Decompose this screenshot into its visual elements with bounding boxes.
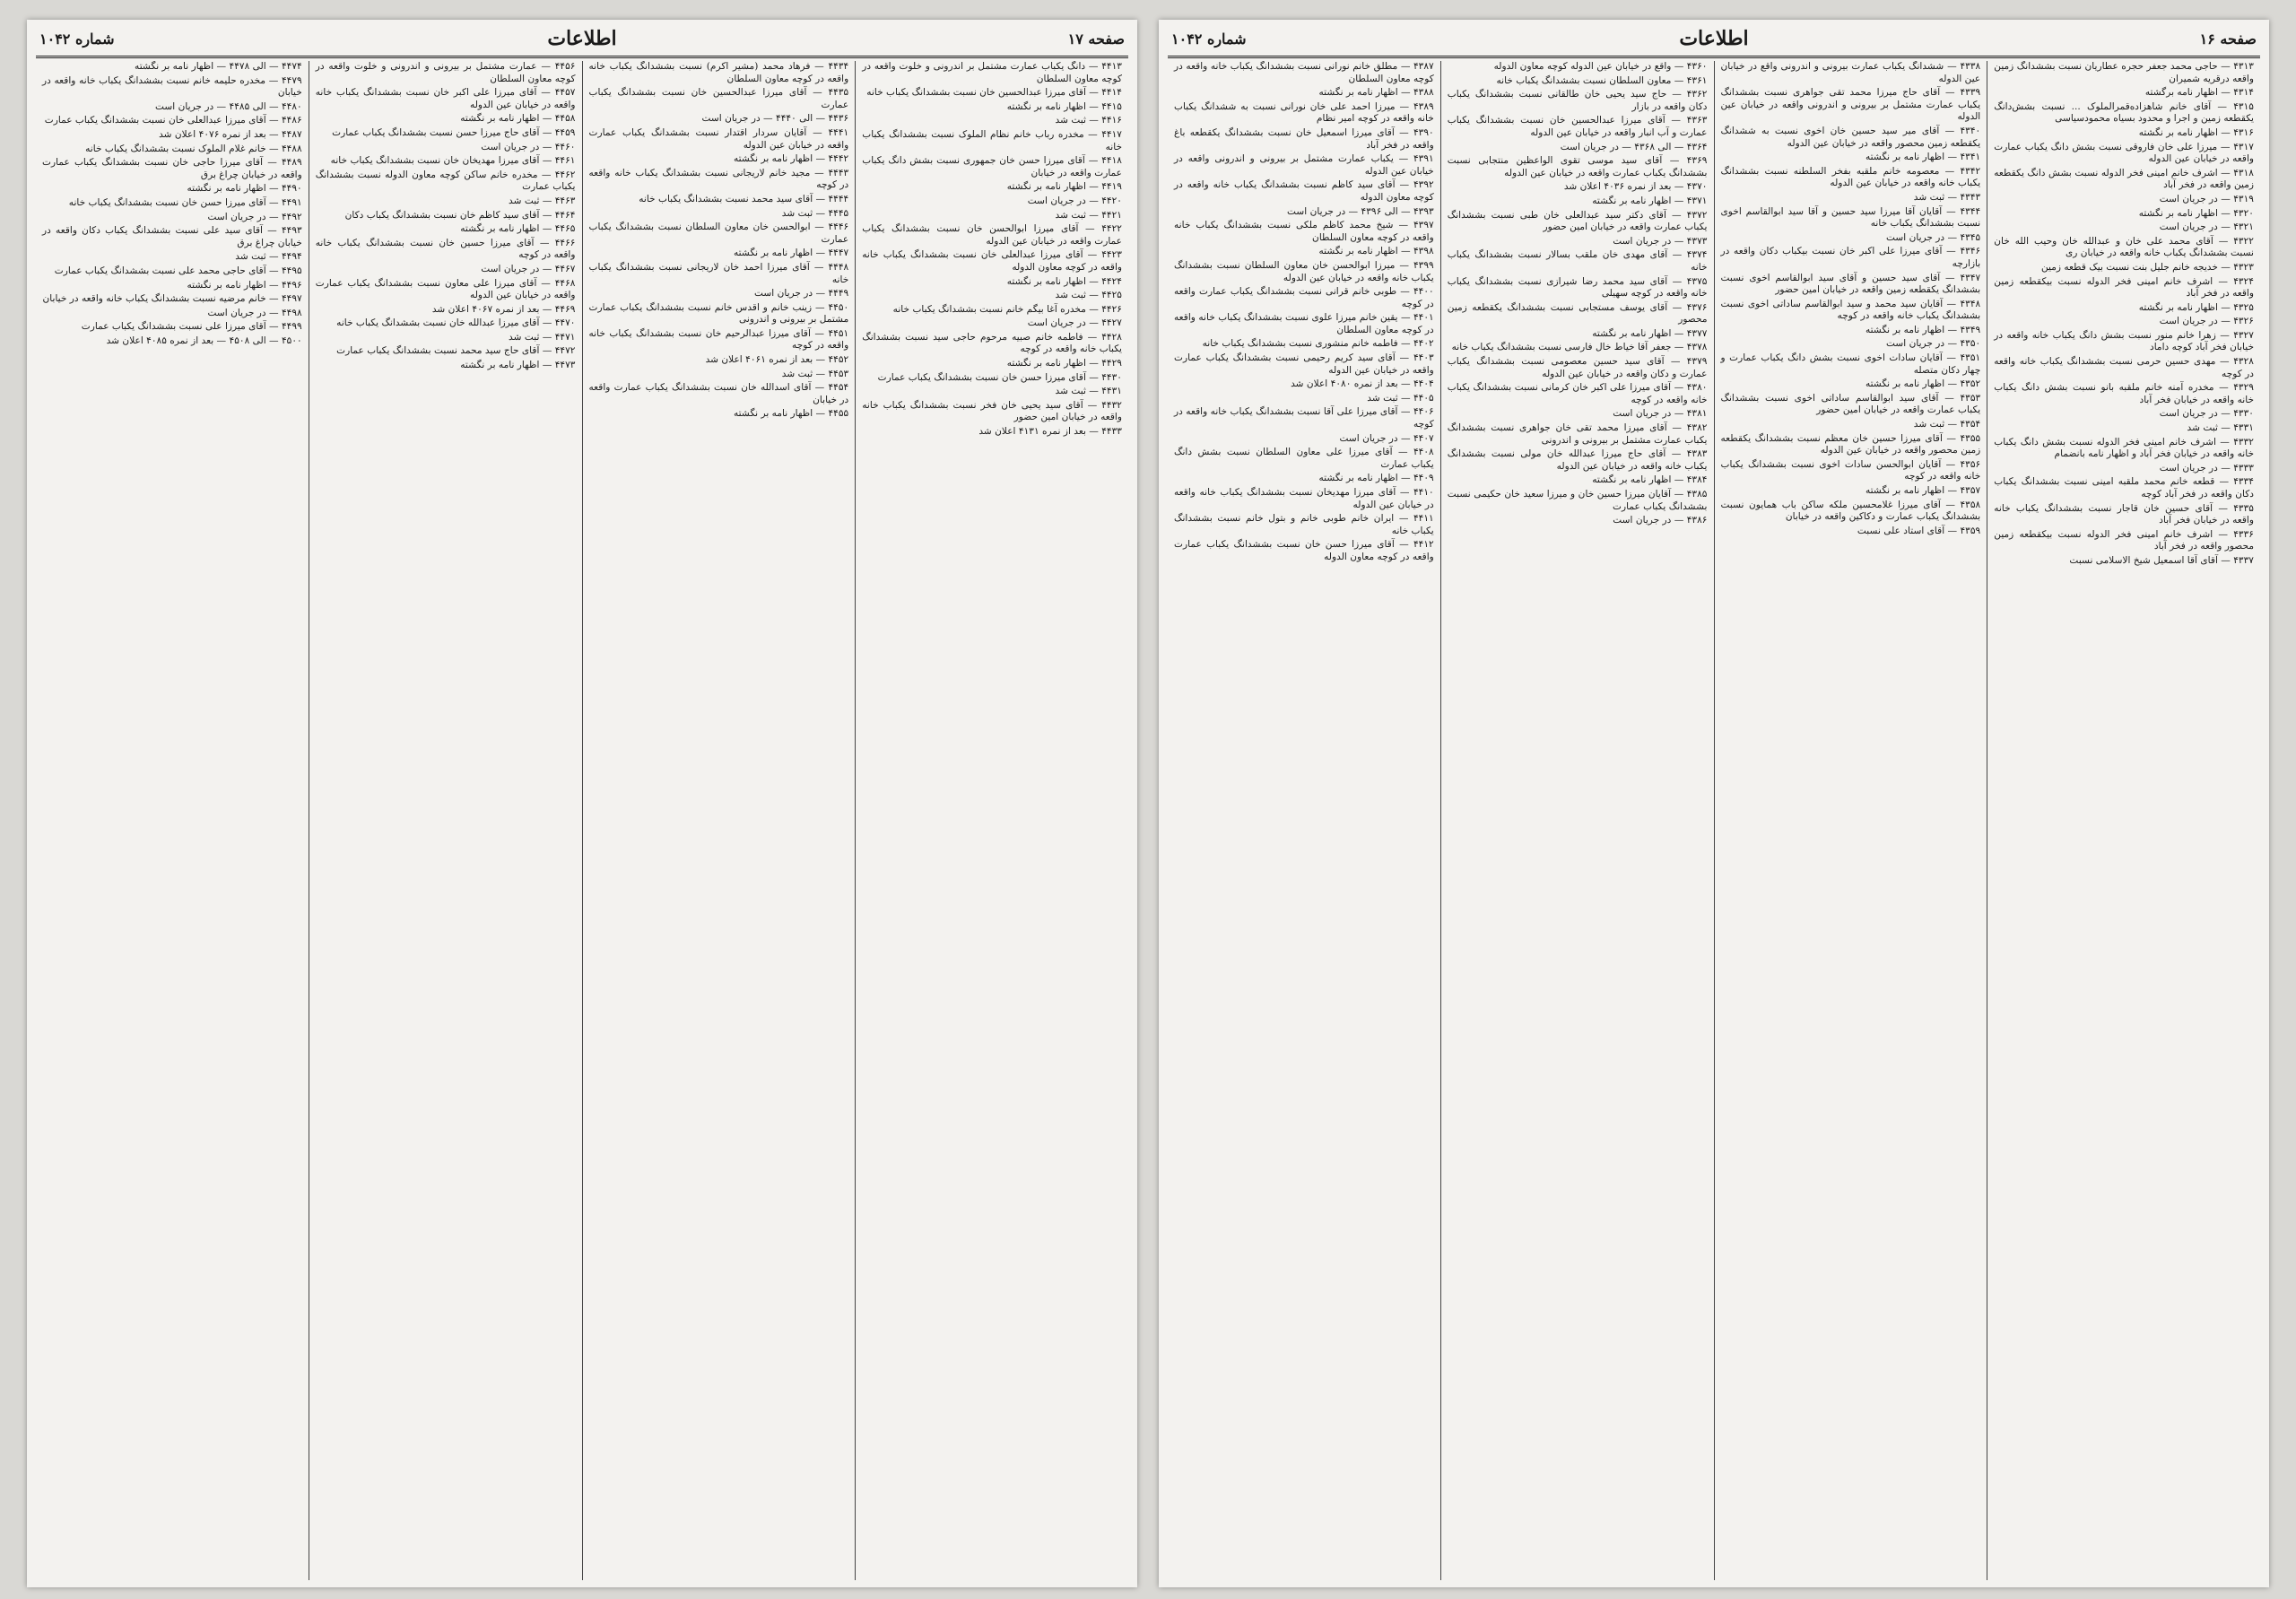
registration-entry: ۴۳۲۳ — خدیجه خانم جلیل بنت نسبت بیک قطعه زمین	[2040, 261, 2254, 273]
registration-entry: ۴۴۵۷ — آقای میرزا علی اکبر خان نسبت بششدانگ یکباب خانه واقعه در خیابان عین الدوله	[315, 87, 576, 110]
registration-entry: ۴۳۵۹ — آقای استاد علی نسبت	[1857, 525, 1981, 536]
registration-entry: ۴۳۴۳ — ثبت شد	[1913, 191, 1981, 203]
registration-entry: ۴۴۳۴ — فرهاد محمد (مشیر اکرم) نسبت بششدانگ یکباب خانه واقعه در کوچه معاون السلطان	[588, 61, 849, 84]
registration-entry: ۴۴۴۵ — ثبت شد	[781, 207, 849, 219]
registration-entry: ۴۴۹۹ — آقای میرزا علی نسبت بششدانگ یکباب عمارت	[81, 321, 302, 333]
registration-entry: ۴۴۱۵ — اظهار نامه بر نگشته	[1006, 100, 1122, 112]
page-columns	[1168, 61, 2260, 1580]
registration-entry: ۴۴۴۸ — آقای میرزا احمد خان لاریجانی نسبت بششدانگ یکباب خانه	[588, 261, 849, 285]
registration-entry: ۴۳۳۹ — آقای حاج میرزا محمد تقی جواهری نسبت بششدانگ یکباب عمارت مشتمل بر بیرونی و اندرونی واقعه در خیابان عین الدوله	[1720, 87, 1981, 123]
registration-entry: ۴۳۹۱ — یکباب عمارت مشتمل بر بیرونی و اندرونی واقعه در خیابان عین الدوله	[1174, 153, 1434, 177]
registration-entry: ۴۴۳۲ — آقای سید یحیی خان فخر نسبت بششدانگ یکباب خانه واقعه در خیابان امین حضور	[862, 399, 1122, 423]
registration-entry: ۴۴۹۵ — آقای حاجی محمد علی نسبت بششدانگ یکباب عمارت	[54, 265, 302, 276]
registration-entry: ۴۴۲۵ — ثبت شد	[1055, 290, 1122, 301]
registration-entry: ۴۴۵۶ — عمارت مشتمل بر بیرونی و اندرونی و خلوت واقعه در کوچه معاون السلطان	[315, 61, 576, 84]
registration-entry: ۴۳۴۷ — آقای سید حسین و آقای سید ابوالقاسم اخوی نسبت بششدانگ یکقطعه زمین واقعه در خیابان امین حضور	[1720, 272, 1981, 296]
registration-entry: ۴۴۵۹ — آقای حاج میرزا حسن نسبت بششدانگ یکباب عمارت	[332, 126, 576, 138]
registration-entry: ۴۳۳۲ — اشرف خانم امینی فخر الدوله نسبت بشش دانگ یکباب خانه واقعه در خیابان فخر آباد و اظهار نامه بانضمام	[1994, 436, 2254, 460]
registration-entry: ۴۳۶۳ — آقای میرزا عبدالحسین خان نسبت بششدانگ یکباب عمارت و آب انبار واقعه در خیابان عین الدوله	[1447, 115, 1708, 138]
registration-entry: ۴۳۸۶ — در جریان است	[1613, 515, 1708, 526]
registration-entry: ۴۳۵۱ — آقایان سادات اخوی نسبت بشش دانگ یکباب عمارت و چهار دکان متصله	[1720, 352, 1981, 376]
registration-entry: ۴۴۸۸ — خانم غلام الملوک نسبت بششدانگ یکباب خانه	[85, 143, 302, 154]
registration-entry: ۴۴۰۷ — در جریان است	[1339, 432, 1434, 444]
registration-entry: ۴۳۲۶ — در جریان است	[2159, 316, 2254, 327]
registration-entry: ۴۳۲۸ — مهدی حسین حرمی نسبت بششدانگ یکباب خانه واقعه در کوچه	[1994, 356, 2254, 379]
registration-entry: ۴۴۲۷ — در جریان است	[1027, 317, 1122, 329]
registration-entry: ۴۴۳۰ — آقای میرزا حسن خان نسبت بششدانگ یکباب عمارت	[877, 371, 1122, 383]
registration-entry: ۴۴۸۶ — آقای میرزا عبدالعلی خان نسبت بششدانگ یکباب عمارت	[44, 115, 302, 126]
text-column	[1440, 61, 1714, 1580]
registration-entry: ۴۳۷۰ — بعد از نمره ۴۰۳۶ اعلان شد	[1563, 181, 1708, 193]
registration-entry: ۴۴۰۶ — آقای میرزا علی آقا نسبت بششدانگ یکباب خانه واقعه در کوچه	[1174, 406, 1434, 430]
text-column	[855, 61, 1128, 1580]
registration-entry: ۴۴۰۹ — اظهار نامه بر نگشته	[1318, 473, 1434, 484]
registration-entry: ۴۴۲۲ — آقای میرزا ابوالحسن خان نسبت بششدانگ یکباب عمارت واقعه در خیابان عین الدوله	[862, 223, 1122, 247]
registration-entry: ۴۳۴۸ — آقایان سید محمد و سید ابوالقاسم ساداتی اخوی نسبت بششدانگ یکباب خانه واقعه در کوچه	[1720, 298, 1981, 322]
text-column	[1987, 61, 2260, 1580]
registration-entry: ۴۴۶۶ — آقای میرزا حسین خان نسبت بششدانگ یکباب خانه واقعه در کوچه	[315, 237, 576, 261]
registration-entry: ۴۳۸۸ — اظهار نامه بر نگشته	[1318, 87, 1434, 99]
registration-entry: ۴۳۸۹ — میرزا احمد علی خان نورانی نسبت به ششدانگ یکباب خانه واقعه در کوچه امیر نظام	[1174, 100, 1434, 125]
registration-entry: ۴۳۵۵ — آقای میرزا حسین خان معظم نسبت بششدانگ یکقطعه زمین محصور واقعه در خیابان عین الدوله	[1720, 432, 1981, 456]
registration-entry: ۴۴۸۹ — آقای میرزا حاجی خان نسبت بششدانگ یکباب عمارت واقعه در خیابان چراغ برق	[42, 157, 302, 180]
registration-entry: ۴۴۱۹ — اظهار نامه بر نگشته	[1006, 181, 1122, 193]
registration-entry: ۴۴۴۹ — در جریان است	[754, 288, 849, 300]
registration-entry: ۴۳۷۵ — آقای سید محمد رضا شیرازی نسبت بششدانگ یکباب خانه واقعه در کوچه سهیلی	[1447, 275, 1708, 300]
registration-entry: ۴۳۳۰ — در جریان است	[2159, 408, 2254, 420]
registration-entry: ۴۴۳۶ — الی ۴۴۴۰ — در جریان است	[701, 113, 849, 125]
registration-entry: ۴۳۶۱ — معاون السلطان نسبت بششدانگ یکباب خانه	[1496, 74, 1708, 86]
registration-entry: ۴۳۴۱ — اظهار نامه بر نگشته	[1866, 152, 1981, 163]
registration-entry: ۴۴۹۷ — خانم مرضیه نسبت بششدانگ یکباب خانه واقعه در خیابان	[42, 293, 302, 305]
registration-entry: ۴۳۵۲ — اظهار نامه بر نگشته	[1866, 378, 1981, 390]
registration-entry: ۴۳۸۵ — آقایان میرزا حسین خان و میرزا سعید خان حکیمی نسبت بششدانگ یکباب عمارت	[1447, 489, 1708, 512]
registration-entry: ۴۳۷۶ — آقای یوسف مستجابی نسبت بششدانگ یکقطعه زمین محصور	[1447, 301, 1708, 326]
registration-entry: ۴۴۶۴ — آقای سید کاظم خان نسبت بششدانگ یکباب دکان	[344, 209, 576, 221]
page-number: صفحه ۱۶	[2199, 30, 2257, 48]
registration-entry: ۴۴۲۳ — آقای میرزا عبدالعلی خان نسبت بششدانگ یکباب خانه واقعه در کوچه معاون الدوله	[862, 249, 1122, 273]
registration-entry: ۴۴۹۲ — در جریان است	[207, 211, 302, 222]
registration-entry: ۴۴۲۱ — ثبت شد	[1055, 209, 1122, 221]
registration-entry: ۴۴۰۳ — آقای سید کریم رحیمی نسبت بششدانگ یکباب عمارت واقعه در خیابان عین الدوله	[1174, 352, 1434, 376]
registration-entry: ۴۳۴۴ — آقایان آقا میرزا سید حسین و آقا سید ابوالقاسم اخوی نسبت بششدانگ یکباب خانه	[1720, 205, 1981, 230]
registration-entry: ۴۳۳۷ — آقای آقا اسمعیل شیخ الاسلامی نسبت	[2069, 554, 2254, 566]
registration-entry: ۴۴۱۳ — دانگ یکباب عمارت مشتمل بر اندرونی و خلوت واقعه در کوچه معاون السلطان	[862, 61, 1122, 84]
registration-entry: ۴۳۱۷ — میرزا علی خان فاروقی نسبت بشش دانگ یکباب عمارت واقعه در خیابان عین الدوله	[1994, 141, 2254, 165]
page-masthead	[36, 25, 1128, 58]
text-column	[582, 61, 856, 1580]
registration-entry: ۴۴۴۷ — اظهار نامه بر نگشته	[734, 248, 849, 259]
registration-entry: ۴۴۰۸ — آقای میرزا علی معاون السلطان نسبت بشش دانگ یکباب عمارت	[1174, 447, 1434, 470]
newspaper-page-16	[1159, 20, 2269, 1587]
registration-entry: ۴۳۵۴ — ثبت شد	[1913, 419, 1981, 430]
registration-entry: ۴۳۹۷ — شیخ محمد کاظم ملکی نسبت بششدانگ یکباب خانه واقعه در کوچه معاون السلطان	[1174, 220, 1434, 243]
registration-entry: ۴۴۹۳ — آقای سید علی نسبت بششدانگ یکباب دکان واقعه در خیابان چراغ برق	[42, 225, 302, 248]
registration-entry: ۴۴۰۴ — بعد از نمره ۴۰۸۰ اعلان شد	[1291, 378, 1434, 390]
registration-entry: ۴۳۳۱ — ثبت شد	[2187, 422, 2254, 434]
page-number: صفحه ۱۷	[1067, 30, 1125, 48]
page-columns	[36, 61, 1128, 1580]
registration-entry: ۴۴۶۷ — در جریان است	[481, 263, 576, 274]
registration-entry: ۴۳۷۸ — جعفر آقا خیاط خال فارسی نسبت بششدانگ یکباب خانه	[1451, 342, 1708, 353]
registration-entry: ۴۳۸۷ — مطلق خانم نورانی نسبت بششدانگ یکباب خانه واقعه در کوچه معاون السلطان	[1174, 61, 1434, 84]
registration-entry: ۴۴۰۰ — طوبی خانم قرانی نسبت بششدانگ یکباب عمارت واقعه در کوچه	[1174, 286, 1434, 309]
newspaper-title: اطلاعات	[547, 27, 617, 50]
registration-entry: ۴۳۲۲ — آقای محمد علی خان و عبدالله خان وحیب الله خان نسبت بششدانگ یکباب خانه واقعه در خیابان ری	[1994, 235, 2254, 259]
registration-entry: ۴۴۷۲ — آقای حاج سید محمد نسبت بششدانگ یکباب عمارت	[336, 345, 576, 357]
registration-entry: ۴۳۵۶ — آقایان ابوالحسن سادات اخوی نسبت بششدانگ یکباب خانه واقعه در کوچه	[1720, 458, 1981, 482]
registration-entry: ۴۴۸۰ — الی ۴۴۸۵ — در جریان است	[155, 100, 302, 112]
registration-entry: ۴۳۶۰ — واقع در خیابان عین الدوله کوچه معاون الدوله	[1493, 61, 1708, 72]
registration-entry: ۴۴۴۳ — مجید خانم لاریجانی نسبت بششدانگ یکباب خانه واقعه در کوچه	[588, 167, 849, 191]
registration-entry: ۴۳۳۵ — آقای حسین خان قاجار نسبت بششدانگ یکباب خانه واقعه در خیابان فخر آباد	[1994, 502, 2254, 526]
registration-entry: ۴۳۹۳ — الی ۴۳۹۶ — در جریان است	[1287, 205, 1434, 217]
registration-entry: ۴۳۴۹ — اظهار نامه بر نگشته	[1866, 324, 1981, 335]
registration-entry: ۴۴۶۰ — در جریان است	[481, 141, 576, 152]
registration-entry: ۴۴۹۸ — در جریان است	[207, 307, 302, 318]
registration-entry: ۴۳۸۲ — آقای میرزا محمد تقی خان جواهری نسبت بششدانگ یکباب عمارت مشتمل بر بیرونی و اندرونی	[1447, 422, 1708, 446]
registration-entry: ۴۳۶۲ — حاج سید یحیی خان طالقانی نسبت بششدانگ یکباب دکان واقعه در بازار	[1447, 89, 1708, 112]
registration-entry: ۴۴۵۱ — آقای میرزا عبدالرحیم خان نسبت بششدانگ یکباب خانه واقعه در کوچه	[588, 327, 849, 352]
registration-entry: ۴۳۹۰ — آقای میرزا اسمعیل خان نسبت بششدانگ یکقطعه باغ واقعه در فخر آباد	[1174, 126, 1434, 151]
registration-entry: ۴۴۱۴ — آقای میرزا عبدالحسین خان نسبت بششدانگ یکباب خانه	[866, 87, 1122, 99]
registration-entry: ۴۳۷۹ — آقای سید حسین معصومی نسبت بششدانگ یکباب عمارت و دکان واقعه در خیابان عین الدوله	[1447, 356, 1708, 379]
registration-entry: ۴۳۲۱ — در جریان است	[2159, 222, 2254, 233]
registration-entry: ۴۴۵۳ — ثبت شد	[781, 368, 849, 379]
registration-entry: ۴۳۴۰ — آقای میر سید حسین خان اخوی نسبت به ششدانگ یکقطعه زمین محصور واقعه در خیابان عین الدوله	[1720, 125, 1981, 149]
registration-entry: ۴۳۶۹ — آقای سید موسی تقوی الواعظین منتجابی نسبت بششدانگ یکباب عمارت واقعه در خیابان عین الدوله	[1447, 155, 1708, 178]
registration-entry: ۴۳۱۸ — اشرف خانم امینی فخر الدوله نسبت بشش دانگ یکقطعه زمین واقعه در فخر آباد	[1994, 167, 2254, 191]
registration-entry: ۴۴۴۶ — ابوالحسن خان معاون السلطان نسبت بششدانگ یکباب عمارت	[588, 222, 849, 245]
registration-entry: ۴۴۵۲ — بعد از نمره ۴۰۶۱ اعلان شد	[705, 354, 849, 366]
registration-entry: ۴۴۶۱ — آقای میرزا مهدیخان خان نسبت بششدانگ یکباب خانه	[330, 155, 576, 167]
registration-entry: ۴۴۰۱ — یقین خانم میرزا علوی نسبت بششدانگ یکباب خانه واقعه در کوچه معاون السلطان	[1174, 312, 1434, 335]
registration-entry: ۴۳۲۷ — زهرا خانم منور نسبت بشش دانگ یکباب خانه واقعه در خیابان فخر آباد کوچه داماد	[1994, 329, 2254, 353]
registration-entry: ۴۴۲۹ — اظهار نامه بر نگشته	[1006, 358, 1122, 369]
registration-entry: ۴۳۲۰ — اظهار نامه بر نگشته	[2138, 207, 2254, 219]
registration-entry: ۴۳۲۹ — مخدره آمنه خانم ملقبه بانو نسبت بشش دانگ یکباب خانه واقعه در خیابان فخر آباد	[1994, 382, 2254, 405]
registration-entry: ۴۴۸۷ — بعد از نمره ۴۰۷۶ اعلان شد	[159, 128, 302, 140]
newspaper-title: اطلاعات	[1679, 27, 1749, 50]
registration-entry: ۴۴۶۲ — مخدره خانم ساکن کوچه معاون الدوله نسبت بششدانگ یکباب عمارت	[315, 169, 576, 193]
registration-entry: ۴۴۷۹ — مخدره حلیمه خانم نسبت بششدانگ یکباب خانه واقعه در خیابان	[42, 74, 302, 99]
registration-entry: ۴۴۵۸ — اظهار نامه بر نگشته	[460, 113, 576, 125]
registration-entry: ۴۳۹۹ — میرزا ابوالحسن خان معاون السلطان نسبت بششدانگ یکباب خانه واقعه در خیابان عین الدوله	[1174, 259, 1434, 283]
registration-entry: ۴۴۱۷ — مخدره رباب خانم نظام الملوک نسبت بششدانگ یکباب خانه	[862, 128, 1122, 152]
issue-number: شماره ۱۰۴۲	[39, 30, 115, 48]
newspaper-page-17	[27, 20, 1137, 1587]
registration-entry: ۴۴۵۵ — اظهار نامه بر نگشته	[734, 408, 849, 420]
registration-entry: ۴۴۴۴ — آقای سید محمد نسبت بششدانگ یکباب خانه	[639, 193, 849, 204]
registration-entry: ۴۳۵۷ — اظهار نامه بر نگشته	[1866, 485, 1981, 496]
registration-entry: ۴۳۷۱ — اظهار نامه بر نگشته	[1592, 195, 1708, 206]
registration-entry: ۴۳۱۶ — اظهار نامه بر نگشته	[2138, 126, 2254, 138]
registration-entry: ۴۴۹۱ — آقای میرزا حسن خان نسبت بششدانگ یکباب خانه	[68, 196, 302, 208]
registration-entry: ۴۳۷۲ — آقای دکتر سید عبدالعلی خان طبی نسبت بششدانگ یکباب عمارت واقعه در خیابان امین حضور	[1447, 209, 1708, 233]
text-column	[1168, 61, 1440, 1580]
registration-entry: ۴۴۱۰ — آقای میرزا مهدیخان نسبت بششدانگ یکباب خانه واقعه در خیابان عین الدوله	[1174, 487, 1434, 510]
registration-entry: ۴۴۲۴ — اظهار نامه بر نگشته	[1006, 275, 1122, 287]
registration-entry: ۴۴۶۹ — بعد از نمره ۴۰۶۷ اعلان شد	[431, 303, 576, 315]
registration-entry: ۴۴۱۶ — ثبت شد	[1055, 115, 1122, 126]
registration-entry: ۴۳۴۶ — آقای میرزا علی اکبر خان نسبت بیکباب دکان واقعه در بازارچه	[1720, 246, 1981, 269]
registration-entry: ۴۵۰۰ — الی ۴۵۰۸ — بعد از نمره ۴۰۸۵ اعلان شد	[106, 335, 302, 346]
text-column	[36, 61, 309, 1580]
registration-entry: ۴۳۶۴ — الی ۴۳۶۸ — در جریان است	[1560, 141, 1708, 152]
registration-entry: ۴۳۷۷ — اظهار نامه بر نگشته	[1592, 327, 1708, 339]
page-masthead	[1168, 25, 2260, 58]
registration-entry: ۴۳۱۴ — اظهار نامه برگشته	[2144, 87, 2254, 99]
text-column	[309, 61, 582, 1580]
registration-entry: ۴۳۳۶ — اشرف خانم امینی فخر الدوله نسبت بیکقطعه زمین محصور واقعه در فخر آباد	[1994, 528, 2254, 552]
registration-entry: ۴۳۱۹ — در جریان است	[2159, 193, 2254, 204]
registration-entry: ۴۳۹۲ — آقای سید کاظم نسبت بششدانگ یکباب خانه واقعه در کوچه معاون الدوله	[1174, 179, 1434, 203]
registration-entry: ۴۴۹۴ — ثبت شد	[235, 251, 302, 263]
registration-entry: ۴۴۲۸ — فاطمه خانم صبیه مرحوم حاجی سید نسبت بششدانگ یکباب خانه واقعه در کوچه	[862, 331, 1122, 355]
registration-entry: ۴۴۳۳ — بعد از نمره ۴۱۳۱ اعلان شد	[978, 426, 1122, 438]
registration-entry: ۴۴۰۵ — ثبت شد	[1367, 392, 1434, 404]
registration-entry: ۴۴۴۲ — اظهار نامه بر نگشته	[734, 153, 849, 165]
registration-entry: ۴۳۱۵ — آقای خانم شاهزاده‌قمر‌الملوک ... نسبت بشش‌دانگ یکقطعه زمین و اجرا و محدود بسیاه محمود‌سیاسی	[1994, 100, 2254, 125]
registration-entry: ۴۳۸۴ — اظهار نامه بر نگشته	[1592, 474, 1708, 486]
registration-entry: ۴۴۱۱ — ایران خانم طوبی خانم و بتول خانم نسبت بششدانگ یکباب خانه	[1174, 513, 1434, 536]
registration-entry: ۴۴۰۲ — فاطمه خانم منشوری نسبت بششدانگ یکباب خانه	[1202, 338, 1434, 350]
registration-entry: ۴۴۶۸ — آقای میرزا علی معاون نسبت بششدانگ یکباب عمارت واقعه در خیابان عین الدوله	[315, 277, 576, 301]
registration-entry: ۴۳۷۴ — آقای مهدی خان ملقب بسالار نسبت بششدانگ یکباب خانه	[1447, 249, 1708, 273]
registration-entry: ۴۴۳۱ — ثبت شد	[1055, 386, 1122, 397]
registration-entry: ۴۴۹۰ — اظهار نامه بر نگشته	[187, 183, 302, 195]
registration-entry: ۴۴۷۳ — اظهار نامه بر نگشته	[460, 360, 576, 371]
registration-entry: ۴۳۸۱ — در جریان است	[1613, 408, 1708, 420]
registration-entry: ۴۳۵۳ — آقای سید ابوالقاسم ساداتی اخوی نسبت بششدانگ یکباب عمارت واقعه در خیابان امین حضور	[1720, 392, 1981, 416]
registration-entry: ۴۳۹۸ — اظهار نامه بر نگشته	[1318, 246, 1434, 257]
registration-entry: ۴۳۴۲ — معصومه خانم ملقبه بفخر السلطنه نسبت بششدانگ یکباب خانه واقعه در خیابان عین الدوله	[1720, 165, 1981, 189]
registration-entry: ۴۳۳۴ — قطعه خانم محمد ملقبه امینی نسبت بششدانگ یکباب دکان واقعه در فخر آباد کوچه	[1994, 476, 2254, 500]
registration-entry: ۴۴۶۵ — اظهار نامه بر نگشته	[460, 223, 576, 235]
registration-entry: ۴۴۴۱ — آقایان سردار اقتدار نسبت بششدانگ یکباب عمارت واقعه در خیابان عین الدوله	[588, 126, 849, 151]
registration-entry: ۴۳۸۰ — آقای میرزا علی اکبر خان کرمانی نسبت بششدانگ یکباب خانه واقعه در کوچه	[1447, 382, 1708, 405]
registration-entry: ۴۴۵۴ — آقای اسدالله خان نسبت بششدانگ یکباب عمارت واقعه در خیابان	[588, 382, 849, 405]
registration-entry: ۴۳۸۳ — آقای حاج میرزا عبدالله خان مولی نسبت بششدانگ یکباب خانه واقعه در خیابان عین الدوله	[1447, 448, 1708, 472]
registration-entry: ۴۴۲۰ — در جریان است	[1027, 195, 1122, 206]
registration-entry: ۴۳۱۳ — حاجی محمد جعفر حجره عطاریان نسبت بششدانگ زمین واقعه درقریه شمیران	[1994, 61, 2254, 84]
registration-entry: ۴۴۷۰ — آقای میرزا عبدالله خان نسبت بششدانگ یکباب خانه	[336, 317, 576, 329]
registration-entry: ۴۴۶۳ — ثبت شد	[509, 195, 576, 206]
registration-entry: ۴۴۱۸ — آقای میرزا حسن خان جمهوری نسبت بشش دانگ یکباب عمارت واقعه در خیابان	[862, 155, 1122, 178]
registration-entry: ۴۴۷۴ — الی ۴۴۷۸ — اظهار نامه بر نگشته	[135, 61, 302, 72]
registration-entry: ۴۴۹۶ — اظهار نامه بر نگشته	[187, 279, 302, 291]
registration-entry: ۴۳۵۸ — آقای میرزا غلامحسین ملکه ساکن باب همایون نسبت بششدانگ یکباب عمارت و دکاکین واقعه در خیابان	[1720, 499, 1981, 523]
registration-entry: ۴۴۱۲ — آقای میرزا حسن خان نسبت بششدانگ یکباب عمارت واقعه در کوچه معاون الدوله	[1174, 539, 1434, 562]
registration-entry: ۴۴۷۱ — ثبت شد	[509, 331, 576, 343]
registration-entry: ۴۴۵۰ — زینب خانم و اقدس خانم نسبت بششدانگ یکباب عمارت مشتمل بر بیرونی و اندرونی	[588, 301, 849, 326]
registration-entry: ۴۳۳۳ — در جریان است	[2159, 462, 2254, 474]
registration-entry: ۴۳۴۵ — در جریان است	[1886, 231, 1981, 243]
issue-number: شماره ۱۰۴۲	[1171, 30, 1247, 48]
registration-entry: ۴۴۲۶ — مخدره آغا بیگم خانم نسبت بششدانگ یکباب خانه	[892, 303, 1122, 315]
registration-entry: ۴۳۷۳ — در جریان است	[1613, 235, 1708, 247]
registration-entry: ۴۳۵۰ — در جریان است	[1886, 338, 1981, 350]
registration-entry: ۴۳۳۸ — ششدانگ یکباب عمارت بیرونی و اندرونی واقع در خیابان عین الدوله	[1720, 61, 1981, 84]
registration-entry: ۴۳۲۵ — اظهار نامه بر نگشته	[2138, 301, 2254, 313]
registration-entry: ۴۳۲۴ — اشرف خانم امینی فخر الدوله نسبت بیکقطعه زمین واقعه در فخر آباد	[1994, 275, 2254, 300]
text-column	[1714, 61, 1987, 1580]
registration-entry: ۴۴۳۵ — آقای میرزا عبدالحسین خان نسبت بششدانگ یکباب عمارت	[588, 87, 849, 110]
